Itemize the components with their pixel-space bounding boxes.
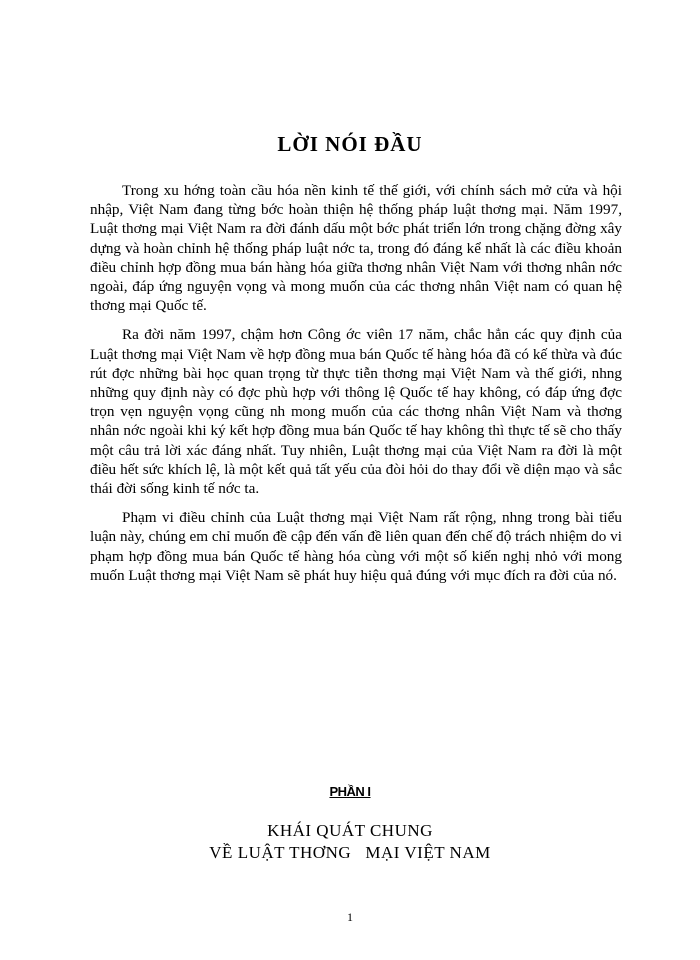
body-text [90, 181, 622, 595]
paragraph-3: Phạm vi điều chỉnh của Luật thơng mại Việt Nam rất rộng, nhng trong bài tiểu luận này, chúng em chỉ muốn đề cập đến vấn đề liên quan đến chế độ trách nhiệm do vi phạm hợp đồng mua bán Quốc tế hàng hóa cùng với một số kiến nghị nhỏ với mong muốn Luật thơng mại Việt Nam sẽ phát huy hiệu quả đúng với mục đích ra đời của nó. [90, 509, 622, 584]
part-title-line-2: VỀ LUẬT THƠNG MẠI VIỆT NAM [209, 843, 491, 862]
paragraph-1: Trong xu hớng toàn cầu hóa nền kinh tế thế giới, với chính sách mở cửa và hội nhập, Việt Nam đang từng bớc hoàn thiện hệ thống pháp luật thơng mại. Năm 1997, Luật thơng mại Việt Nam ra đời đánh dấu một bớc phát triển lớn trong chặng đờng xây dựng và hoàn chỉnh hệ thống pháp luật nớc ta, trong đó đáng kể nhất là các điều khoản điều chỉnh hợp đồng mua bán hàng hóa giữa thơng nhân Việt Nam với thơng nhân nớc ngoài, đáp ứng nguyện vọng và mong muốn của các thơng nhân Việt nam có quan hệ thơng mại Quốc tế. [90, 182, 622, 315]
paragraph-2: Ra đời năm 1997, chậm hơn Công ớc viên 17 năm, chắc hẳn các quy định của Luật thơng mại Việt Nam về hợp đồng mua bán Quốc tế hàng hóa đã có kế thừa và đúc rút đợc những bài học quan trọng từ thực tiễn thơng mại Việt Nam và thế giới, nhng những quy định này có đợc phù hợp với thông lệ Quốc tế hay không, có đáp ứng đợc trọn vẹn nguyện vọng cũng nh mong muốn của các thơng nhân Việt Nam và thơng nhân nớc ngoài khi ký kết hợp đồng mua bán Quốc tế hay không thì thực tế sẽ cho thấy một câu trả lời xác đáng nhất. Tuy nhiên, Luật thơng mại của Việt Nam ra đời là một điều hết sức khích lệ, là một kết quả tất yếu của đòi hỏi do thay đổi về diện mạo và sắc thái đời sống kinh tế nớc ta. [90, 326, 622, 498]
page-number: 1 [347, 910, 353, 924]
part-label: PHẦN I [329, 784, 371, 799]
page-title: LỜI NÓI ĐẦU [277, 132, 423, 156]
part-title [0, 820, 700, 864]
part-title-line-1: KHÁI QUÁT CHUNG [267, 821, 433, 840]
